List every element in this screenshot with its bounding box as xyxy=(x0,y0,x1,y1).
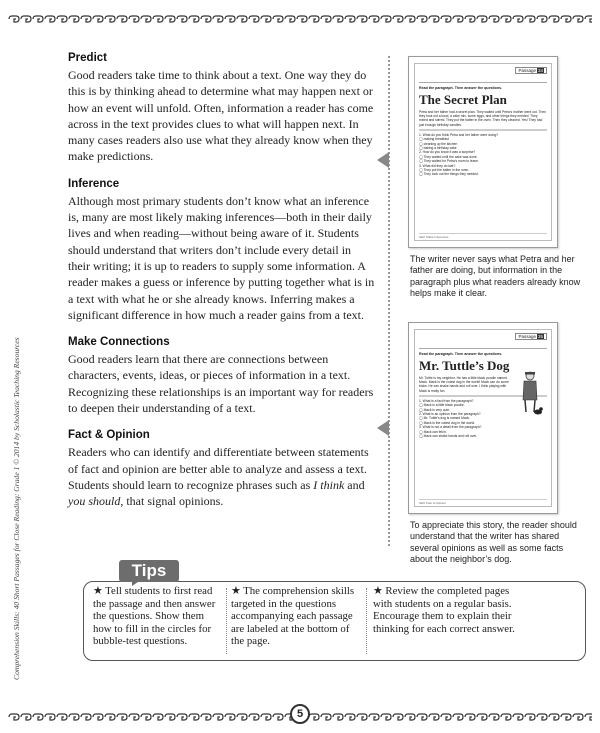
body-text: Readers who can identify and differentiate between statements of fact and opinion are better able to analyze and assess a text. Students should learn to recognize phrases such as xyxy=(68,445,369,492)
question: 2. What is an opinion from the paragraph? xyxy=(419,412,481,417)
passage-title: Mr. Tuttle’s Dog xyxy=(419,358,510,373)
answer-option: ◯ cleaning up the kitchen xyxy=(419,141,458,146)
question: 3. What is not a detail from the paragraph? xyxy=(419,425,482,430)
name-date-lines xyxy=(419,342,547,349)
question: 2. How do you know it was a surprise? xyxy=(419,150,476,155)
question-list xyxy=(419,133,547,177)
passage-number: 35 xyxy=(537,334,543,339)
tip-item: ★ Review the completed pages with students on a regular basis. Encourage them to explain their thinking for each correct answer. xyxy=(373,585,515,635)
section-body: Good readers learn that there are connections between characters, events, ideas, or pieces of information in a text. Recognizing these relationships is an important way for readers to deepen their understanding of a text. xyxy=(68,352,374,416)
tip-divider xyxy=(366,588,367,654)
man-with-dog-illustration-icon xyxy=(517,370,543,416)
question: 1. What do you think Petra and her father were doing? xyxy=(419,132,499,137)
body-text: , that signal opinions. xyxy=(120,494,224,509)
tip-item: ★ Tell students to first read the passage and then answer the questions. Show them how to fill in the circles for bubble-test questions. xyxy=(93,585,216,648)
section-body: Good readers take time to think about a text. One way they do this is by thinking ahead to determine what may happen next or how an event will unfold. Often, information a reader has come across in the text provides clues to what will happen next. In many cases readers also use what they already know when they make predictions. xyxy=(68,68,374,164)
skill-footer: Skill: Fact & Opinion xyxy=(419,499,547,505)
side-credit xyxy=(2,337,21,680)
sample-page-mr-tuttles-dog xyxy=(408,322,558,514)
pointer-arrow-icon xyxy=(377,420,389,436)
instruction: Read the paragraph. Then answer the questions. xyxy=(419,352,503,356)
section-predict xyxy=(68,52,376,165)
main-column xyxy=(68,52,376,523)
question: 3. What did they do last? xyxy=(419,163,456,168)
page-number: 5 xyxy=(290,704,310,724)
sample-page-secret-plan xyxy=(408,56,558,248)
side-credit-text: Comprehension Skills: 40 Short Passages for Close Reading: Grade 1 © 2014 by Scholastic Teaching Resources xyxy=(12,337,21,680)
passage-title: The Secret Plan xyxy=(419,92,507,107)
pointer-arrow-icon xyxy=(377,152,389,168)
body-text: and xyxy=(344,477,365,492)
tips-label: Tips xyxy=(131,561,167,580)
tips-badge xyxy=(118,558,180,586)
answer-option: ◯ baking a birthday cake xyxy=(419,146,457,151)
tip-item: ★ The comprehension skills targeted in the questions accompanying each passage are labeled at the bottom of the page. xyxy=(231,585,355,648)
answer-option: ◯ Mack can shake hands and roll over. xyxy=(419,434,478,439)
passage-text: Petra and her father had a secret plan. They waited until Petra’s mother went out. Then they took out a bowl, a cake mix, some eggs, and other things they needed. They mixed and stirred. They put the batter in the oven. Then they cleaned. Yes! They had just enough birthday candles. xyxy=(419,110,547,127)
answer-option: ◯ Mack is the cutest dog in the world. xyxy=(419,420,476,425)
emphasis-you-should: you should xyxy=(68,494,121,509)
answer-option: ◯ Mack is very cute. xyxy=(419,407,450,412)
section-fact-opinion xyxy=(68,429,376,509)
answer-option: ◯ They put the batter in the oven. xyxy=(419,168,470,173)
answer-option: ◯ making breakfast xyxy=(419,137,449,142)
tip-divider xyxy=(226,588,227,654)
section-heading: Make Connections xyxy=(68,336,170,349)
question: 1. What is a fact from the paragraph? xyxy=(419,398,474,403)
separator xyxy=(419,129,547,131)
top-decorative-border xyxy=(8,15,592,23)
passage-tag xyxy=(515,67,547,74)
section-body xyxy=(68,444,376,509)
dotted-divider xyxy=(388,56,390,546)
section-heading: Predict xyxy=(68,52,107,64)
answer-option: ◯ Mr. Tuttle’s dog is named Mack. xyxy=(419,416,470,421)
instruction: Read the paragraph. Then answer the questions. xyxy=(419,86,503,90)
answer-option: ◯ Mack is a little black poodle. xyxy=(419,403,465,408)
section-heading: Inference xyxy=(68,177,120,190)
section-heading: Fact & Opinion xyxy=(68,429,150,442)
answer-option: ◯ They waited for Petra’s mom to leave. xyxy=(419,159,479,164)
answer-option: ◯ Mack can fetch. xyxy=(419,429,447,434)
caption-mr-tuttles-dog: To appreciate this story, the reader should understand that the writer has shared several opinions as well as some facts about the neighbor’s dog. xyxy=(410,520,577,564)
name-date-lines xyxy=(419,76,547,83)
emphasis-i-think: I think xyxy=(313,477,345,492)
passage-number: 34 xyxy=(537,68,543,73)
skill-footer: Skill: Make Inferences xyxy=(419,233,547,239)
passage-tag-label: Passage xyxy=(518,334,536,339)
passage-tag-label: Passage xyxy=(518,68,536,73)
passage-tag xyxy=(515,333,547,340)
answer-option: ◯ They took out the things they needed. xyxy=(419,172,479,177)
answer-option: ◯ They waited until the cake was done. xyxy=(419,154,478,159)
section-body: Although most primary students don’t know what an inference is, many are most likely making inferences—both in their daily lives and when reading—without being aware of it. Students should understand that writers don’t include every detail in their writing; it is up to readers to supply some information. A reader makes a guess or inference by putting together what is in a text with what he or she already knows. Inferring makes a significant difference in how much a reader gains from a text. xyxy=(68,193,375,322)
section-make-connections xyxy=(68,336,376,416)
caption-secret-plan: The writer never says what Petra and her father are doing, but information in the paragraph plus what readers already know helps make it clear. xyxy=(410,254,581,298)
passage-text: Mr. Tuttle is my neighbor. He has a little black poodle named Mack. Mack is the cutest dog in the world! Mack can do some tricks. He can shake hands and roll over. I think playing with Mack is really fun. xyxy=(419,376,509,393)
section-inference xyxy=(68,178,376,323)
